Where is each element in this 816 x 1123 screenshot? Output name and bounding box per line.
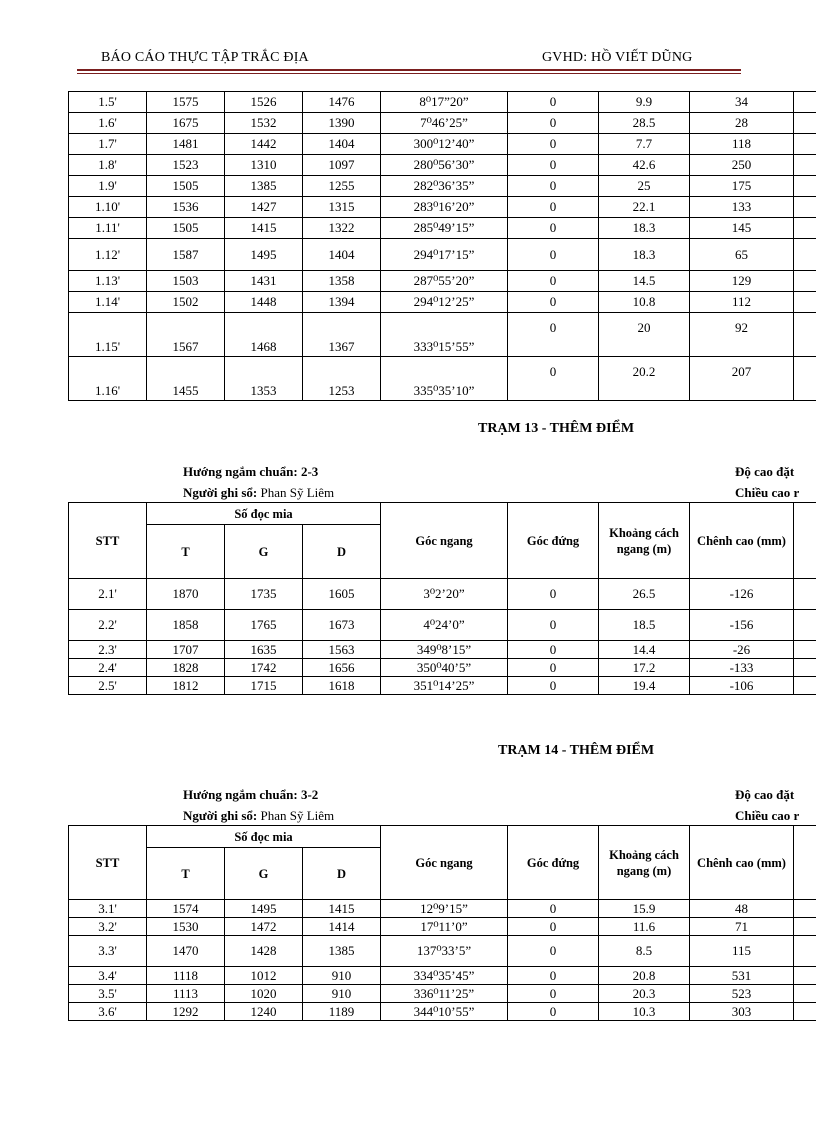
table-row [69, 641, 816, 659]
table-cell-empty [794, 357, 816, 401]
table-cell: 20.8 [599, 967, 690, 985]
table-cell: 1532 [225, 113, 303, 134]
col-height-diff: Chênh cao (mm) [690, 503, 794, 579]
table-row [69, 659, 816, 677]
table-cell: 0 [508, 292, 599, 313]
table-cell: 1503 [147, 271, 225, 292]
col-t: T [147, 525, 225, 579]
col-vertical-angle: Góc đứng [508, 503, 599, 579]
table-cell: 1.7' [69, 134, 147, 155]
table-cell: 115 [690, 936, 794, 967]
table-cell-empty [794, 271, 816, 292]
table-cell: 334⁰35’45” [381, 967, 508, 985]
table-cell: 250 [690, 155, 794, 176]
table-cell: 2.5' [69, 677, 147, 695]
col-vertical-angle: Góc đứng [508, 826, 599, 900]
table-cell: 1575 [147, 92, 225, 113]
table-cell: 1353 [225, 357, 303, 401]
table-cell: 1574 [147, 900, 225, 918]
table-cell: 1587 [147, 239, 225, 271]
table-row [69, 967, 816, 985]
table-cell: 1.15' [69, 313, 147, 357]
table-cell: 1012 [225, 967, 303, 985]
table-cell: 349⁰8’15” [381, 641, 508, 659]
table-cell: 1673 [303, 610, 381, 641]
table-cell: 0 [508, 197, 599, 218]
table-row [69, 357, 816, 401]
col-stt: STT [69, 503, 147, 579]
station14-right2: Chiều cao r [735, 808, 800, 823]
report-title: BÁO CÁO THỰC TẬP TRẮC ĐỊA [101, 50, 309, 65]
col-stt: STT [69, 826, 147, 900]
table-cell: 9.9 [599, 92, 690, 113]
table-cell: 1742 [225, 659, 303, 677]
table-cell: 0 [508, 610, 599, 641]
table-cell: 287⁰55’20” [381, 271, 508, 292]
table-row [69, 176, 816, 197]
station14-direction: Hướng ngắm chuẩn: 3-2 [183, 787, 319, 802]
table-cell: 2.1' [69, 579, 147, 610]
table-cell: 910 [303, 967, 381, 985]
table-cell: 1563 [303, 641, 381, 659]
table-cell: 1404 [303, 239, 381, 271]
table-cell: 71 [690, 918, 794, 936]
table-cell: 350⁰40’5” [381, 659, 508, 677]
table-cell: 1390 [303, 113, 381, 134]
col-extra [794, 826, 816, 900]
table-cell: 12⁰9’15” [381, 900, 508, 918]
table-cell: 8.5 [599, 936, 690, 967]
table-cell: 1707 [147, 641, 225, 659]
table-cell: 17⁰11’0” [381, 918, 508, 936]
table-cell: 0 [508, 677, 599, 695]
table-row [69, 134, 816, 155]
table-cell: 0 [508, 967, 599, 985]
table-cell: 20.3 [599, 985, 690, 1003]
table-cell-empty [794, 176, 816, 197]
table-cell: 2.2' [69, 610, 147, 641]
table-cell: 92 [690, 313, 794, 357]
table-cell: 0 [508, 134, 599, 155]
table-cell: 0 [508, 918, 599, 936]
table-cell: 18.3 [599, 239, 690, 271]
table-row [69, 218, 816, 239]
table-cell: 0 [508, 936, 599, 967]
table-cell: 3.5' [69, 985, 147, 1003]
table-cell: 118 [690, 134, 794, 155]
table-cell: 1468 [225, 313, 303, 357]
table-cell: 0 [508, 659, 599, 677]
table-cell: 294⁰12’25” [381, 292, 508, 313]
table-cell: 1118 [147, 967, 225, 985]
station13-recorder: Người ghi sổ: Phan Sỹ Liêm [183, 485, 335, 500]
table-cell: 1481 [147, 134, 225, 155]
table-station13 [68, 502, 816, 695]
table-row [69, 292, 816, 313]
table-cell: 11.6 [599, 918, 690, 936]
table-cell: 1.16' [69, 357, 147, 401]
table-row [69, 918, 816, 936]
table-cell: 1858 [147, 610, 225, 641]
table-cell: 129 [690, 271, 794, 292]
station13-direction: Hướng ngắm chuẩn: 2-3 [183, 464, 319, 479]
table-cell: 14.5 [599, 271, 690, 292]
table-cell: 294⁰17’15” [381, 239, 508, 271]
table-cell: 22.1 [599, 197, 690, 218]
station13-right2: Chiều cao r [735, 485, 800, 500]
col-g: G [225, 525, 303, 579]
table-cell: 3.3' [69, 936, 147, 967]
table-cell: 137⁰33’5” [381, 936, 508, 967]
table-cell-empty [794, 197, 816, 218]
table-cell: 0 [508, 357, 599, 401]
col-height-diff: Chênh cao (mm) [690, 826, 794, 900]
table-cell: 1523 [147, 155, 225, 176]
table-cell: 1.5' [69, 92, 147, 113]
table-cell: 1455 [147, 357, 225, 401]
table-cell-empty [794, 900, 816, 918]
table-cell: 18.3 [599, 218, 690, 239]
table-row [69, 610, 816, 641]
table-cell: 1502 [147, 292, 225, 313]
col-distance: Khoảng cách ngang (m) [599, 503, 690, 579]
table-cell: 1470 [147, 936, 225, 967]
table-row [69, 313, 816, 357]
table-cell: 1536 [147, 197, 225, 218]
table-cell: 42.6 [599, 155, 690, 176]
table-cell: 3.1' [69, 900, 147, 918]
table-cell: -133 [690, 659, 794, 677]
table-cell: -156 [690, 610, 794, 641]
table-cell: 1618 [303, 677, 381, 695]
table-cell: 1240 [225, 1003, 303, 1021]
table-cell: 300⁰12’40” [381, 134, 508, 155]
table-cell: 1.10' [69, 197, 147, 218]
table-cell: 1.14' [69, 292, 147, 313]
table-cell: 1367 [303, 313, 381, 357]
table-cell: 0 [508, 271, 599, 292]
col-horizontal-angle: Góc ngang [381, 826, 508, 900]
table-cell: 1020 [225, 985, 303, 1003]
table-cell: 1448 [225, 292, 303, 313]
table-cell: 1414 [303, 918, 381, 936]
table-cell: 0 [508, 985, 599, 1003]
table-cell-empty [794, 239, 816, 271]
table-cell: 26.5 [599, 579, 690, 610]
table-cell: 1415 [303, 900, 381, 918]
advisor-name: GVHD: HỒ VIẾT DŨNG [542, 50, 693, 65]
table-row [69, 900, 816, 918]
table-cell: 1315 [303, 197, 381, 218]
table-cell: 523 [690, 985, 794, 1003]
table-cell: 351⁰14’25” [381, 677, 508, 695]
table-cell: 336⁰11’25” [381, 985, 508, 1003]
table-cell: 1656 [303, 659, 381, 677]
table-cell: 1385 [225, 176, 303, 197]
table-cell: 34 [690, 92, 794, 113]
table-cell: 10.3 [599, 1003, 690, 1021]
table-cell: 112 [690, 292, 794, 313]
table-cell: 1.12' [69, 239, 147, 271]
table-cell-empty [794, 1003, 816, 1021]
table-cell: 1385 [303, 936, 381, 967]
table-cell-empty [794, 677, 816, 695]
table-cell: 1310 [225, 155, 303, 176]
table-cell: 1472 [225, 918, 303, 936]
table-cell-empty [794, 610, 816, 641]
table-cell: -126 [690, 579, 794, 610]
table-cell: 1635 [225, 641, 303, 659]
table-cell: 1567 [147, 313, 225, 357]
table-cell: 17.2 [599, 659, 690, 677]
table-cell: 0 [508, 1003, 599, 1021]
table-cell: 1812 [147, 677, 225, 695]
table-cell: 1404 [303, 134, 381, 155]
table-cell: 1.8' [69, 155, 147, 176]
station13-right1: Độ cao đặt [735, 464, 795, 479]
table-cell-empty [794, 936, 816, 967]
table-cell: 1.11' [69, 218, 147, 239]
station13-title: TRẠM 13 - THÊM ĐIỂM [478, 421, 635, 436]
table-cell: 333⁰15’55” [381, 313, 508, 357]
table-cell: 1526 [225, 92, 303, 113]
table-cell: 285⁰49’15” [381, 218, 508, 239]
table-cell: 7.7 [599, 134, 690, 155]
table-cell: 1505 [147, 218, 225, 239]
table-cell: 1870 [147, 579, 225, 610]
table-cell: 0 [508, 579, 599, 610]
table-cell: 19.4 [599, 677, 690, 695]
table-station14 [68, 825, 816, 1021]
table-cell: -26 [690, 641, 794, 659]
col-g: G [225, 848, 303, 900]
table-cell: 344⁰10’55” [381, 1003, 508, 1021]
table-cell: 1358 [303, 271, 381, 292]
table-cell: 1189 [303, 1003, 381, 1021]
table-cell: 207 [690, 357, 794, 401]
table-cell-empty [794, 155, 816, 176]
table-cell: 65 [690, 239, 794, 271]
table-cell: 10.8 [599, 292, 690, 313]
table-cell: 1427 [225, 197, 303, 218]
table-cell: 4⁰24’0” [381, 610, 508, 641]
table-cell: 1113 [147, 985, 225, 1003]
station14-right1: Độ cao đặt [735, 787, 795, 802]
table-cell-empty [794, 113, 816, 134]
table-cell: 1322 [303, 218, 381, 239]
table-cell: 3.6' [69, 1003, 147, 1021]
table-cell: 1292 [147, 1003, 225, 1021]
table-cell: 283⁰16’20” [381, 197, 508, 218]
table-cell: 3.4' [69, 967, 147, 985]
table-cell: 0 [508, 313, 599, 357]
table-row [69, 239, 816, 271]
table-cell: 303 [690, 1003, 794, 1021]
table-cell: 175 [690, 176, 794, 197]
table-cell-empty [794, 641, 816, 659]
table-cell-empty [794, 967, 816, 985]
table-cell: 3.2' [69, 918, 147, 936]
table-cell: 1415 [225, 218, 303, 239]
table-top [68, 91, 816, 401]
table-cell: 48 [690, 900, 794, 918]
table-cell: 1.6' [69, 113, 147, 134]
table-cell: 2.3' [69, 641, 147, 659]
table-cell-empty [794, 579, 816, 610]
col-t: T [147, 848, 225, 900]
table-cell: 0 [508, 92, 599, 113]
table-cell: 0 [508, 113, 599, 134]
header-rule-thin [77, 73, 741, 74]
table-cell: 1431 [225, 271, 303, 292]
table-cell: 1495 [225, 900, 303, 918]
table-cell: 1.9' [69, 176, 147, 197]
table-cell: 1428 [225, 936, 303, 967]
table-cell: 133 [690, 197, 794, 218]
table-cell: 0 [508, 239, 599, 271]
table-cell: 1.13' [69, 271, 147, 292]
table-cell-empty [794, 134, 816, 155]
table-cell: 145 [690, 218, 794, 239]
table-row [69, 1003, 816, 1021]
table-cell: 1735 [225, 579, 303, 610]
table-cell: 0 [508, 900, 599, 918]
table-cell-empty [794, 918, 816, 936]
table-cell-empty [794, 92, 816, 113]
table-cell: 28.5 [599, 113, 690, 134]
table-cell: 910 [303, 985, 381, 1003]
col-staff-reading: Số đọc mia [147, 503, 381, 525]
table-row [69, 677, 816, 695]
table-row [69, 579, 816, 610]
col-d: D [303, 525, 381, 579]
table-cell: 1530 [147, 918, 225, 936]
col-d: D [303, 848, 381, 900]
table-cell: 20 [599, 313, 690, 357]
table-cell: 18.5 [599, 610, 690, 641]
col-horizontal-angle: Góc ngang [381, 503, 508, 579]
table-row [69, 271, 816, 292]
table-cell-empty [794, 985, 816, 1003]
table-cell: 0 [508, 155, 599, 176]
table-row [69, 92, 816, 113]
table-cell: 1505 [147, 176, 225, 197]
col-extra [794, 503, 816, 579]
table-cell-empty [794, 313, 816, 357]
table-cell: 25 [599, 176, 690, 197]
table-cell: 531 [690, 967, 794, 985]
table-row [69, 197, 816, 218]
table-cell: 14.4 [599, 641, 690, 659]
table-row [69, 936, 816, 967]
table-row [69, 155, 816, 176]
table-cell: 1495 [225, 239, 303, 271]
table-row [69, 113, 816, 134]
table-cell: 7⁰46’25” [381, 113, 508, 134]
table-cell: 0 [508, 218, 599, 239]
table-cell: 1097 [303, 155, 381, 176]
header-rule [77, 69, 741, 71]
table-row [69, 985, 816, 1003]
table-cell: 2.4' [69, 659, 147, 677]
station14-title: TRẠM 14 - THÊM ĐIỂM [498, 743, 655, 758]
table-cell-empty [794, 659, 816, 677]
table-cell: 1715 [225, 677, 303, 695]
table-cell: 1253 [303, 357, 381, 401]
table-cell: 1675 [147, 113, 225, 134]
table-cell: 3⁰2’20” [381, 579, 508, 610]
station14-recorder: Người ghi sổ: Phan Sỹ Liêm [183, 808, 335, 823]
col-distance: Khoảng cách ngang (m) [599, 826, 690, 900]
table-cell: 0 [508, 641, 599, 659]
table-cell: 28 [690, 113, 794, 134]
table-cell-empty [794, 292, 816, 313]
table-cell: 1476 [303, 92, 381, 113]
table-cell: 1765 [225, 610, 303, 641]
table-cell: 1442 [225, 134, 303, 155]
table-cell: 282⁰36’35” [381, 176, 508, 197]
table-cell: 1605 [303, 579, 381, 610]
table-cell: 335⁰35’10” [381, 357, 508, 401]
table-cell: 1255 [303, 176, 381, 197]
table-cell: 20.2 [599, 357, 690, 401]
table-cell: -106 [690, 677, 794, 695]
table-cell: 8⁰17”20” [381, 92, 508, 113]
table-cell: 1828 [147, 659, 225, 677]
col-staff-reading: Số đọc mia [147, 826, 381, 848]
table-cell-empty [794, 218, 816, 239]
table-cell: 280⁰56’30” [381, 155, 508, 176]
table-cell: 15.9 [599, 900, 690, 918]
table-cell: 0 [508, 176, 599, 197]
table-cell: 1394 [303, 292, 381, 313]
